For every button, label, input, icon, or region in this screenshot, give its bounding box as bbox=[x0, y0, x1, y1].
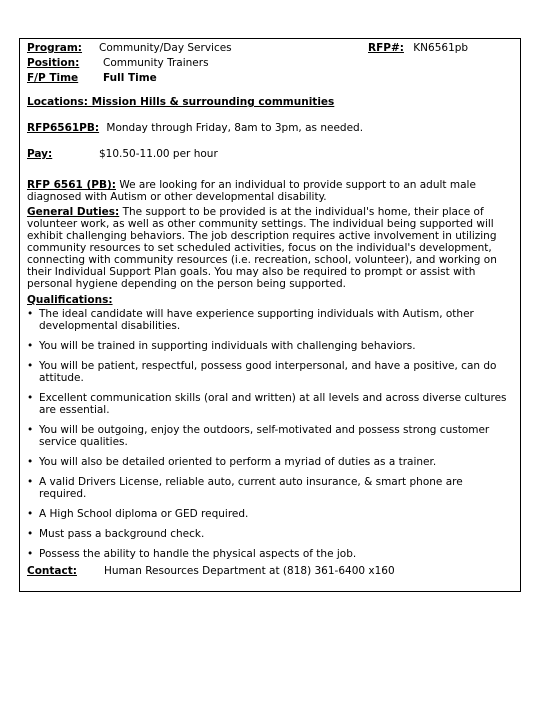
bullet-icon: • bbox=[27, 528, 34, 540]
list-item: • Must pass a background check. bbox=[27, 528, 205, 540]
rfp-description bbox=[27, 179, 513, 203]
bullet-icon: • bbox=[27, 308, 34, 320]
general-duties bbox=[27, 206, 513, 290]
program-row bbox=[27, 42, 513, 57]
rfp-description-label: RFP 6561 (PB): bbox=[27, 179, 116, 191]
list-item: • Excellent communication skills (oral and written) at all levels and across diverse cultures are essential. bbox=[27, 392, 507, 416]
contact-value: Human Resources Department at (818) 361-6400 x160 bbox=[104, 565, 395, 577]
bullet-icon: • bbox=[27, 340, 34, 352]
schedule-label: RFP6561PB: bbox=[27, 122, 100, 134]
rfp-description-text: We are looking for an individual to provide support to an adult male diagnosed with Autism or other developmental disability. bbox=[27, 179, 476, 203]
bullet-icon: • bbox=[27, 424, 34, 436]
fp-time-value: Full Time bbox=[103, 72, 157, 84]
program-label: Program: bbox=[27, 42, 83, 54]
bullet-icon: • bbox=[27, 456, 34, 468]
contact-label: Contact: bbox=[27, 565, 77, 577]
list-item: • A valid Drivers License, reliable auto, current auto insurance, & smart phone are required. bbox=[27, 476, 463, 500]
fp-time-row bbox=[27, 72, 513, 87]
position-value: Community Trainers bbox=[103, 57, 209, 69]
qualifications-heading: Qualifications: bbox=[27, 294, 113, 306]
locations: Locations: Mission Hills & surrounding communities bbox=[27, 96, 335, 108]
list-item: • You will be outgoing, enjoy the outdoors, self-motivated and possess strong customer service qualities. bbox=[27, 424, 490, 448]
schedule-text: Monday through Friday, 8am to 3pm, as needed. bbox=[106, 122, 364, 134]
bullet-icon: • bbox=[27, 476, 34, 488]
position-row bbox=[27, 57, 513, 72]
bullet-icon: • bbox=[27, 508, 34, 520]
pay-label: Pay: bbox=[27, 148, 53, 160]
list-item: • You will be patient, respectful, possess good interpersonal, and have a positive, can do attitude. bbox=[27, 360, 497, 384]
schedule-row bbox=[27, 122, 513, 134]
contact-row bbox=[27, 565, 513, 579]
bullet-icon: • bbox=[27, 548, 34, 560]
qualifications-list bbox=[27, 308, 513, 560]
bullet-icon: • bbox=[27, 392, 34, 404]
list-item: • A High School diploma or GED required. bbox=[27, 508, 249, 520]
general-duties-label: General Duties: bbox=[27, 206, 120, 218]
program-value: Community/Day Services bbox=[99, 42, 232, 54]
bullet-icon: • bbox=[27, 360, 34, 372]
pay-row bbox=[27, 148, 513, 162]
general-duties-text: The support to be provided is at the individual's home, their place of volunteer work, as well as other community settings. The individual being supported will exhibit challenging behaviors. The job description requires active involvement in utilizing community resources to set scheduled activities, focus on the individual's development, connecting with community resources (i.e. recreation, school, volunteer), and working on their Individual Support Plan goals. You may also be required to prompt or assist with personal hygiene depending on the person being supported. bbox=[27, 206, 497, 290]
fp-time-label: F/P Time bbox=[27, 72, 79, 84]
list-item: • The ideal candidate will have experience supporting individuals with Autism, other developmental disabilities. bbox=[27, 308, 474, 332]
rfp-value: KN6561pb bbox=[413, 42, 469, 54]
position-label: Position: bbox=[27, 57, 80, 69]
list-item: • You will be trained in supporting individuals with challenging behaviors. bbox=[27, 340, 416, 352]
pay-value: $10.50-11.00 per hour bbox=[99, 148, 218, 160]
list-item: • You will also be detailed oriented to perform a myriad of duties as a trainer. bbox=[27, 456, 437, 468]
rfp-label: RFP#: bbox=[368, 42, 404, 54]
job-posting-document bbox=[19, 38, 521, 592]
list-item: • Possess the ability to handle the physical aspects of the job. bbox=[27, 548, 357, 560]
